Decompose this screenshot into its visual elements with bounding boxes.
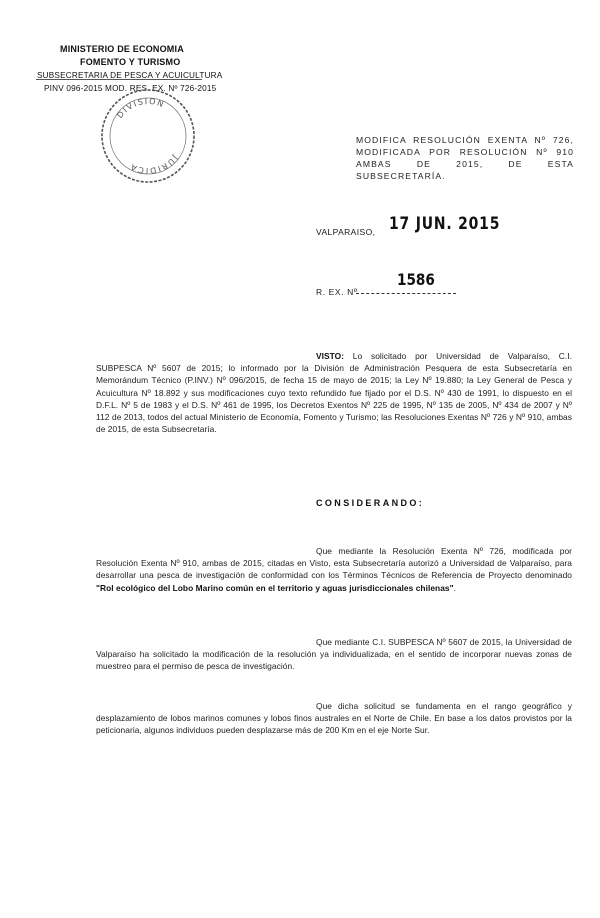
considerando-paragraph-2: Que mediante C.I. SUBPESCA Nº 5607 de 2015, la Universidad de Valparaíso ha solicitado la modificación de la resolución ya individualizada, en el sentido de incorporar nuevas zonas de muestreo para el permiso de pesca de investigación.	[96, 637, 572, 672]
place-label: VALPARAISO,	[316, 227, 376, 237]
resolution-number-label: R. EX. Nº	[316, 287, 358, 297]
ministry-name: MINISTERIO DE ECONOMIA	[60, 44, 184, 54]
ministry-subtitle: FOMENTO Y TURISMO	[80, 57, 181, 67]
document-subject: MODIFICA RESOLUCIÓN EXENTA Nº 726, MODIFICADA POR RESOLUCIÓN Nº 910 AMBAS DE 2015, DE ESTA SUBSECRETARÍA.	[356, 135, 574, 181]
project-name: "Rol ecológico del Lobo Marino común en el territorio y aguas jurisdiccionales chilenas"	[96, 582, 454, 593]
subsecretaria-name: SUBSECRETARIA DE PESCA Y ACUICULTURA	[37, 71, 223, 80]
visto-text: Lo solicitado por Universidad de Valparaíso, C.I. SUBPESCA Nº 5607 de 2015; lo informado por la División de Administración Pesquera de esta Subsecretaría en Memorándum Técnico (P.INV.) Nº 096/2015, de fecha 15 de mayo de 2015; la Ley Nº 19.880; la Ley General de Pesca y Acuicultura Nº 18.892 y sus modificaciones cuyo texto refundido fue fijado por el D.S. Nº 430 de 1991, lo dispuesto en el D.F.L. Nº 5 de 1983 y el D.S. Nº 461 de 1995, los Decretos Exentos Nº 225 de 1995, Nº 135 de 2005, Nº 434 de 2007 y Nº 112 de 2013, todos del actual Ministerio de Economía, Fomento y Turismo; las Resoluciones Exentas Nº 726 y Nº 910, ambas de 2015, de esta Subsecretaría.	[96, 351, 572, 435]
considerando-paragraph-3: Que dicha solicitud se fundamenta en el rango geográfico y desplazamiento de lobos marinos comunes y lobos finos australes en el Norte de Chile. En base a los datos provistos por la peticionaria, algunos individuos pueden desplazarse más de 200 Km en el eje Norte Sur.	[96, 701, 572, 736]
considerando-paragraph-1: Que mediante la Resolución Exenta Nº 726, modificada por Resolución Exenta Nº 910, ambas de 2015, citadas en Visto, esta Subsecretaría autorizó a Universidad de Valparaíso, para desarrollar una pesca de investigación de conformidad con los Términos Técnicos de Referencia de Proyecto denominado "Rol ecológico del Lobo Marino común en el territorio y aguas jurisdiccionales chilenas".	[96, 546, 572, 593]
division-juridica-stamp	[96, 84, 200, 188]
header-underline	[36, 79, 202, 80]
stamp-top-text: DIVISION	[115, 96, 167, 120]
document-reference: PINV 096-2015 MOD. RES. EX. Nº 726-2015	[44, 84, 217, 93]
considerando-heading: CONSIDERANDO:	[316, 498, 425, 508]
visto-paragraph	[96, 350, 572, 435]
visto-label: VISTO:	[316, 351, 345, 361]
stamp-bottom-text: JURIDICA	[128, 153, 180, 176]
date-stamp: 17 JUN. 2015	[389, 214, 501, 234]
resolution-number-line	[356, 293, 456, 294]
resolution-number: 1586	[397, 270, 435, 289]
